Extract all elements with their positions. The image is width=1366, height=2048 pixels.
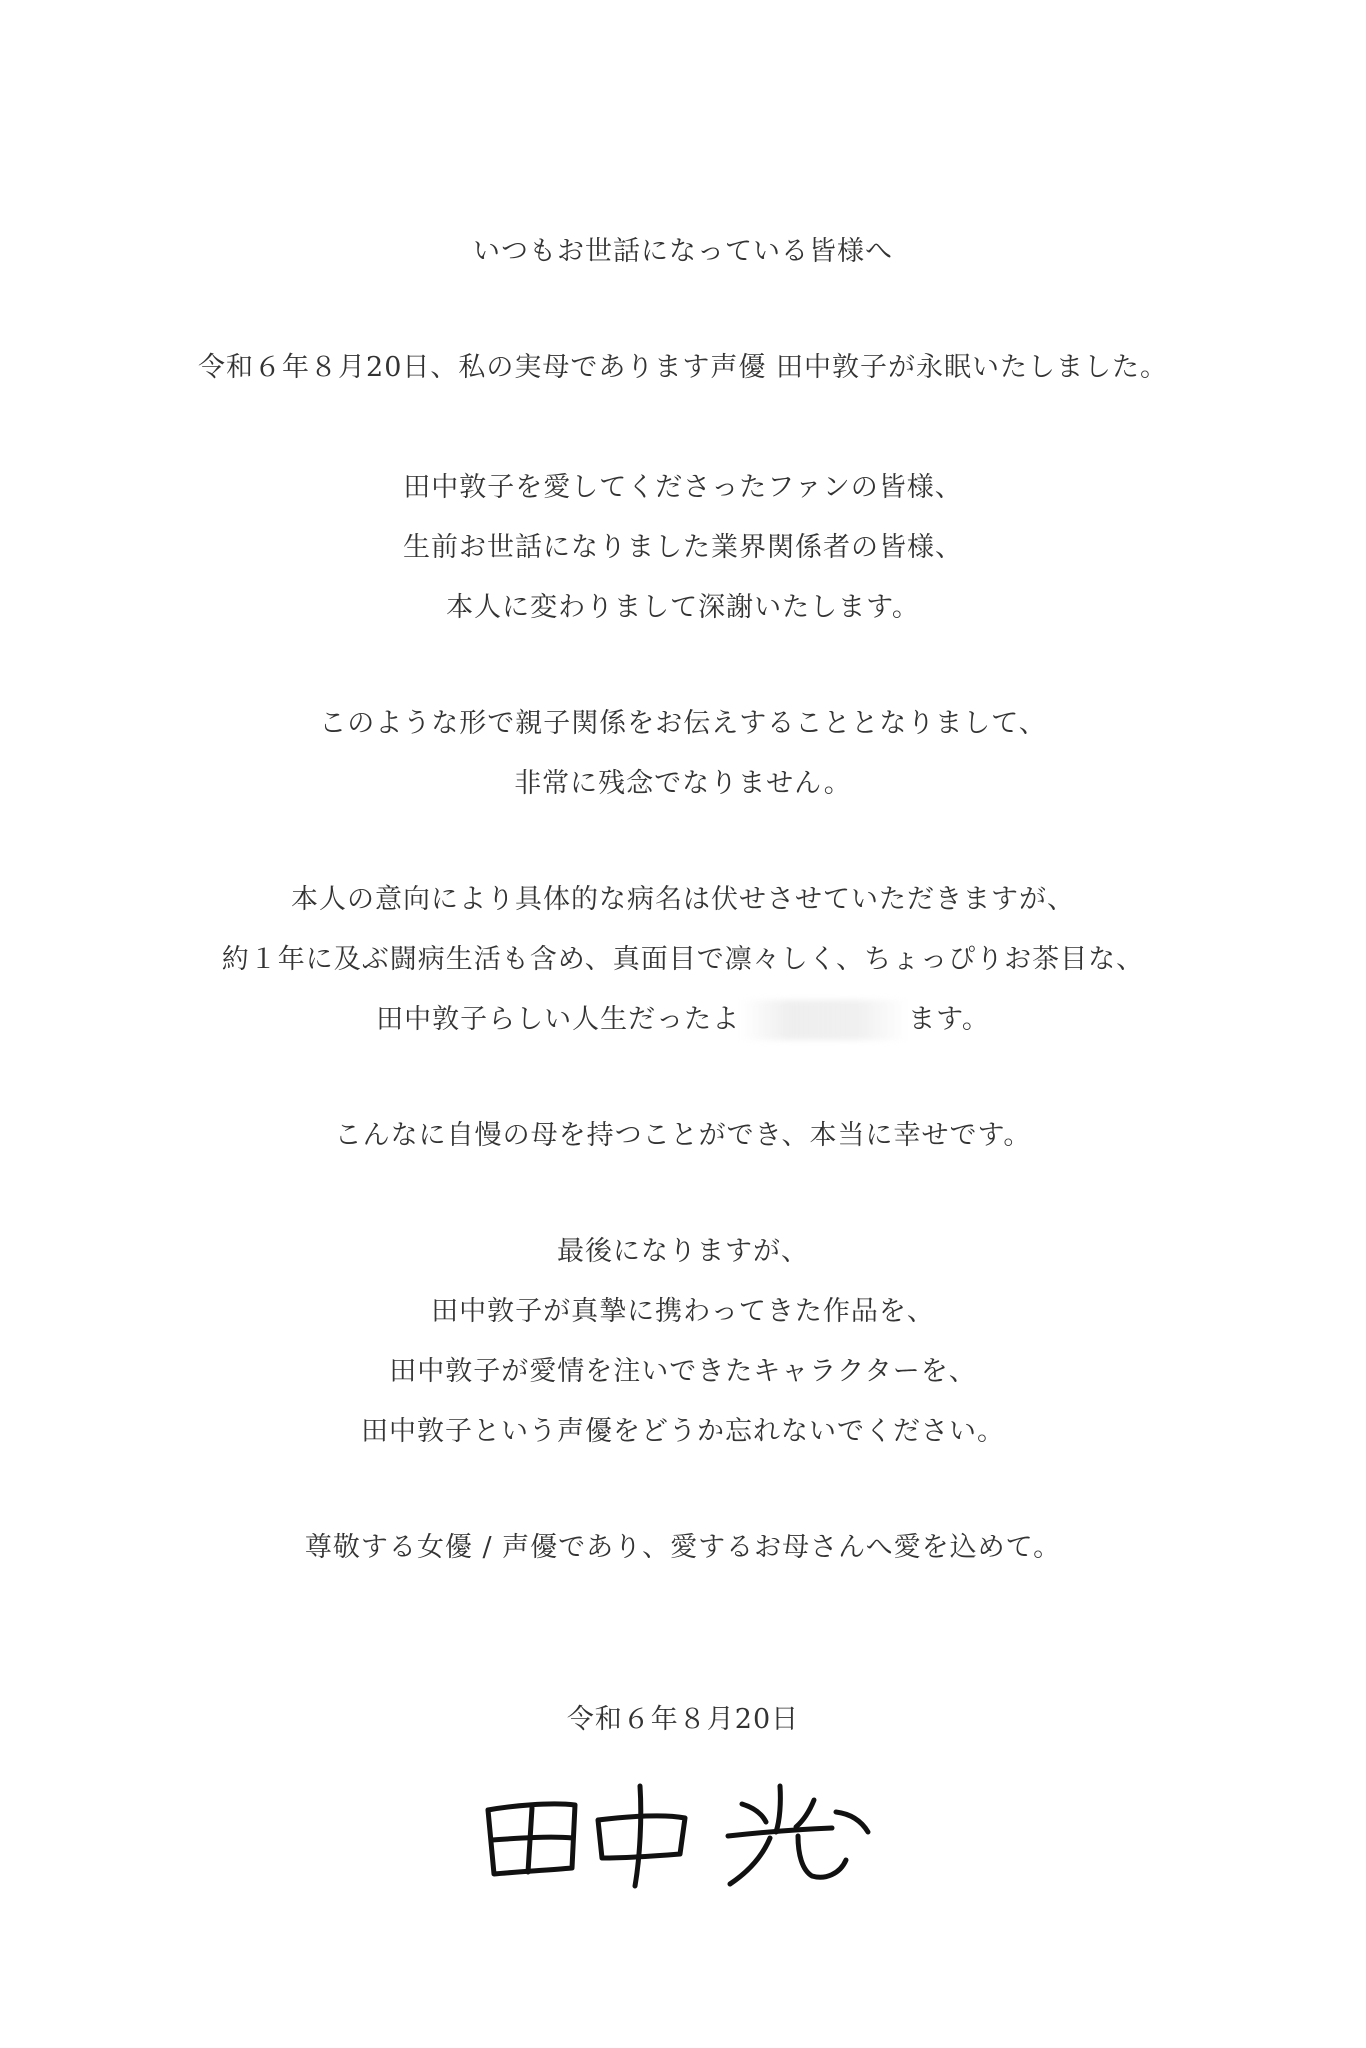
illness-line-1: 本人の意向により具体的な病名は伏せさせていただきますが、 [291,884,1075,915]
thanks-line-3: 本人に変わりまして深謝いたします。 [446,592,920,623]
regret-line-2: 非常に残念でなりません。 [514,768,852,799]
signature-stroke [635,1786,641,1886]
signature-stroke [730,1838,770,1884]
pride-line: こんなに自慢の母を持つことができ、本当に幸せです。 [334,1120,1032,1151]
closing-line-1: 最後になりますが、 [557,1236,809,1267]
letter-date: 令和６年８月20日 [566,1704,800,1735]
illness-line-3-start: 田中敦子らしい人生だったよ [376,1004,741,1035]
illness-line-3 [0,1000,1366,1040]
signature-stroke [796,1800,814,1827]
closing-line-2: 田中敦子が真摯に携わってきた作品を、 [431,1296,935,1327]
signature-stroke [798,1836,846,1877]
handwritten-signature [480,1772,880,1892]
announcement: 令和６年８月20日、私の実母であります声優 田中敦子が永眠いたしました。 [198,352,1168,383]
regret-line-1: このような形で親子関係をお伝えすることとなりまして、 [319,708,1047,739]
signature-stroke [528,1808,532,1872]
illness-line-2: 約１年に及ぶ闘病生活も含め、真面目で凛々しく、ちょっぴりお茶目な、 [221,944,1145,975]
greeting: いつもお世話になっている皆様へ [473,236,893,267]
thanks-line-1: 田中敦子を愛してくださったファンの皆様、 [403,472,963,503]
thanks-line-2: 生前お世話になりました業界関係者の皆様、 [403,532,963,563]
closing-line-3: 田中敦子が愛情を注いできたキャラクターを、 [389,1356,977,1387]
blurred-text [740,1000,908,1040]
signature-stroke [776,1786,780,1832]
signature-stroke [836,1812,868,1832]
signature-stroke [728,1828,832,1836]
illness-line-3-end: ます。 [908,1004,990,1035]
dedication-line: 尊敬する女優 / 声優であり、愛するお母さんへ愛を込めて。 [304,1532,1062,1563]
closing-line-4: 田中敦子という声優をどうか忘れないでください。 [361,1416,1005,1447]
signature-stroke [742,1804,766,1822]
